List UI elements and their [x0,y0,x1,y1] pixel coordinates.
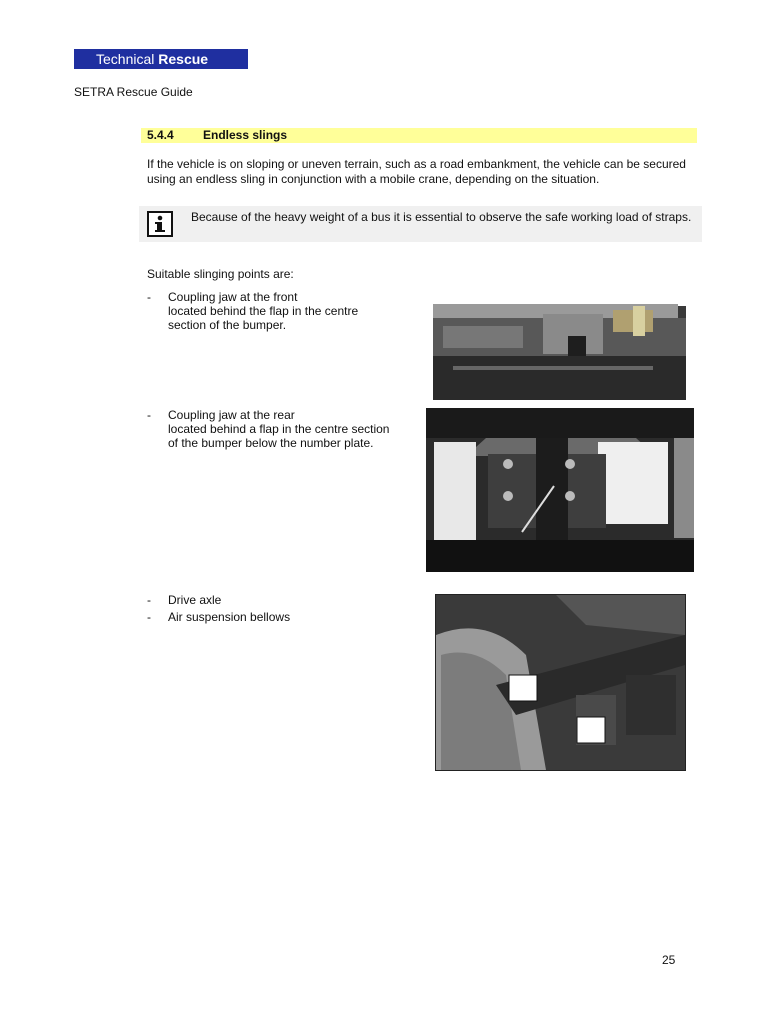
slinging-points-intro: Suitable slinging points are: [147,267,294,281]
front-coupling-photo [433,296,686,400]
banner-bold-text: Rescue [158,51,209,67]
air-bellows-text: Air suspension bellows [168,610,291,624]
bullet-dash: - [147,408,151,422]
front-coupling-line: located behind the flap in the centre [168,304,359,318]
front-coupling-line: section of the bumper. [168,318,287,332]
guide-title: SETRA Rescue Guide [74,85,193,99]
rear-coupling-line: Coupling jaw at the rear [168,408,295,422]
info-icon [147,211,173,237]
section-number: 5.4.4 [147,128,174,142]
note-text: Because of the heavy weight of a bus it is essential to observe the safe working load of straps. [191,210,692,224]
section-title: Endless slings [203,128,288,142]
bullet-dash: - [147,290,151,304]
section-heading [141,128,697,143]
intro-paragraph: If the vehicle is on sloping or uneven terrain, such as a road embankment, the vehicle can be secured using an endless sling in conjunction with a mobile crane, depending on the situation. [147,157,686,186]
front-coupling-line: Coupling jaw at the front [168,290,298,304]
rear-coupling-photo [426,408,694,572]
technical-rescue-banner [74,49,248,69]
rear-coupling-line: located behind a flap in the centre section [168,422,390,436]
info-note [139,206,702,242]
banner-light-text: Technical [96,51,155,67]
page-number: 25 [662,953,676,967]
bullet-dash: - [147,593,151,607]
drive-axle-photo [435,594,686,771]
rear-coupling-line: of the bumper below the number plate. [168,436,374,450]
drive-axle-text: Drive axle [168,593,222,607]
bullet-dash: - [147,610,151,624]
